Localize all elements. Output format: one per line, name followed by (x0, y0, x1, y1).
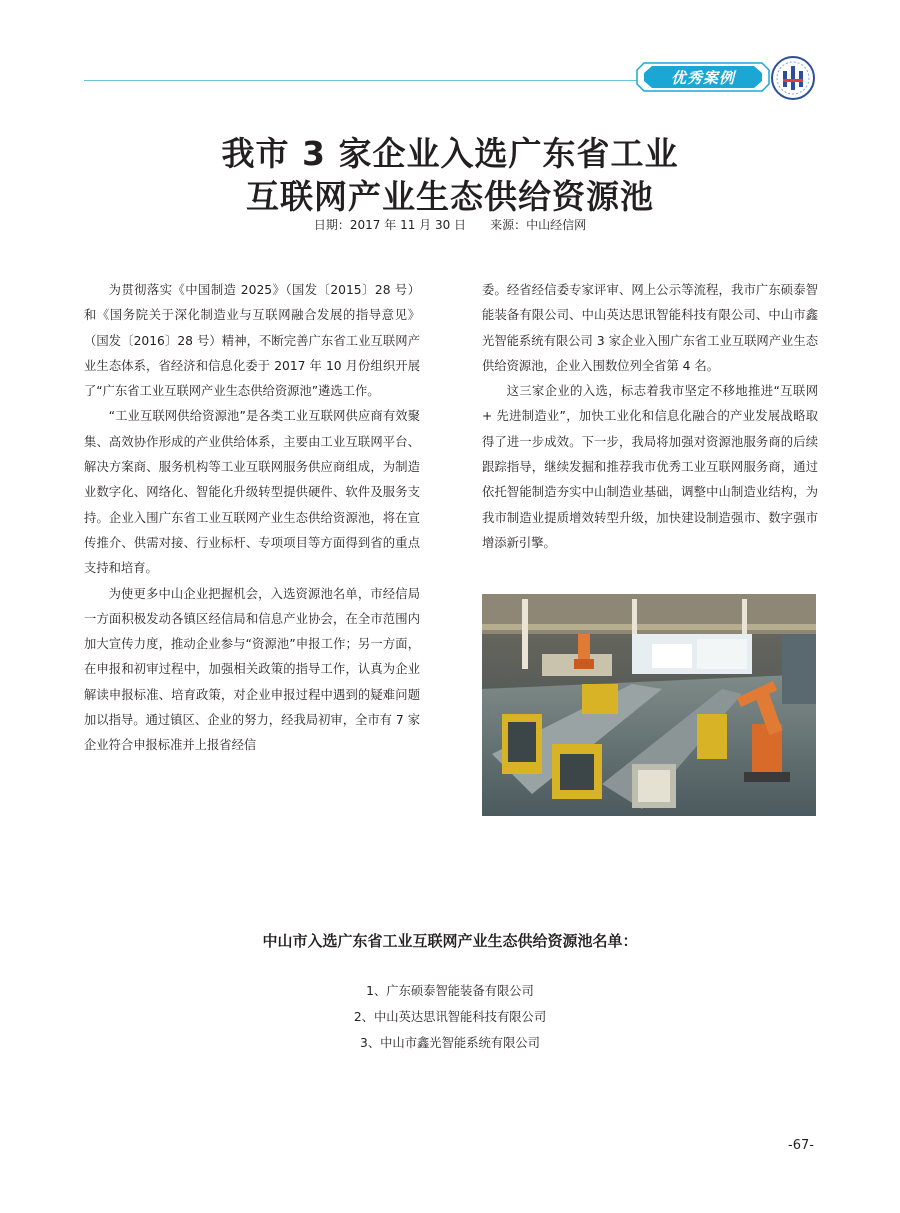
body-right-column (482, 278, 818, 556)
factory-scene-illustration (482, 594, 816, 816)
article-meta (0, 216, 900, 233)
list-item: 2、中山英达思讯智能科技有限公司 (353, 1010, 547, 1024)
factory-robot-photo (482, 594, 816, 816)
paragraph: 为使更多中山企业把握机会，入选资源池名单，市经信局一方面积极发动各镇区经信局和信息产业协会，在全市范围内加大宣传力度，推动企业参与“资源池”申报工作；另一方面，在申报和初审过程中，加强相关政策的指导工作，认真为企业解读申报标准、培育政策，对企业申报过程中遇到的疑难问题加以指导。通过镇区、企业的努力，经我局初审，全市有 7 家企业符合申报标准并上报省经信 (84, 586, 420, 753)
header-rule (84, 80, 640, 81)
paragraph: 为贯彻落实《中国制造 2025》（国发〔2015〕28 号）和《国务院关于深化制造业与互联网融合发展的指导意见》（国发〔2016〕28 号）精神，不断完善广东省工业互联网产业生态体系，省经济和信息化委于 2017 年 10 月份组织开展了“广东省工业互联网产业生态供给资源池”遴选工作。 (84, 283, 420, 399)
body-left-column (84, 278, 420, 759)
article-title-line2: 互联网产业生态供给资源池 (246, 177, 654, 216)
list-item: 1、广东硕泰智能装备有限公司 (366, 984, 534, 998)
list-item: 3、中山市鑫光智能系统有限公司 (360, 1036, 540, 1050)
magazine-logo-icon (770, 55, 816, 101)
section-badge (636, 62, 770, 92)
paragraph: “工业互联网供给资源池”是各类工业互联网供应商有效聚集、高效协作形成的产业供给体系，主要由工业互联网平台、解决方案商、服务机构等工业互联网服务供应商组成，为制造业数字化、网络化、智能化升级转型提供硬件、软件及服务支持。企业入围广东省工业互联网产业生态供给资源池，将在宣传推介、供需对接、行业标杆、专项项目等方面得到省的重点支持和培育。 (84, 409, 420, 576)
company-list (0, 978, 900, 1056)
article-date: 日期：2017 年 11 月 30 日 (313, 218, 467, 232)
article-title-line1: 我市 3 家企业入选广东省工业 (221, 134, 679, 173)
page-number: -67- (788, 1138, 814, 1153)
badge-label: 优秀案例 (670, 68, 735, 87)
paragraph: 委。经省经信委专家评审、网上公示等流程，我市广东硕泰智能装备有限公司、中山英达思讯智能科技有限公司、中山市鑫光智能系统有限公司 3 家企业入围广东省工业互联网产业生态供给资源池，企业入围数位列全省第 4 名。 (482, 283, 818, 373)
list-title: 中山市入选广东省工业互联网产业生态供给资源池名单： (262, 932, 638, 950)
article-source: 来源：中山经信网 (490, 218, 587, 232)
paragraph: 这三家企业的入选，标志着我市坚定不移地推进“互联网 + 先进制造业”，加快工业化和信息化融合的产业发展战略取得了进一步成效。下一步，我局将加强对资源池服务商的后续跟踪指导，继续发掘和推荐我市优秀工业互联网服务商，通过依托智能制造夯实中山制造业基础，调整中山制造业结构，为我市制造业提质增效转型升级，加快建设制造强市、数字强市增添新引擎。 (482, 384, 818, 550)
